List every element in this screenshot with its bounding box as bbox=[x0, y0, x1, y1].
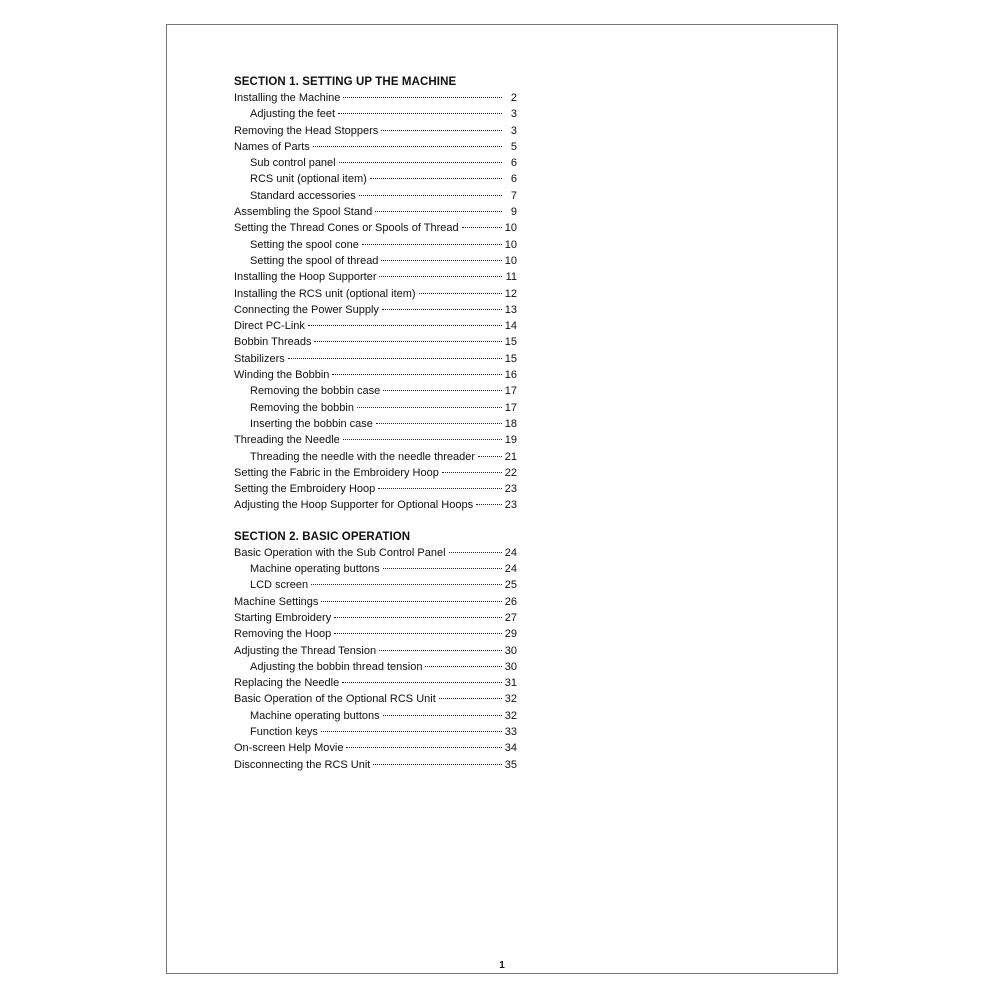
toc-entry-label: Standard accessories bbox=[250, 189, 356, 202]
dot-leader bbox=[314, 341, 501, 342]
toc-subentry[interactable] bbox=[234, 383, 517, 399]
dot-leader bbox=[370, 178, 502, 179]
toc-page-number: 15 bbox=[504, 352, 517, 365]
toc-entry-label: Removing the Head Stoppers bbox=[234, 124, 379, 137]
toc-entry[interactable] bbox=[234, 269, 517, 285]
toc-entry-label: Adjusting the bobbin thread tension bbox=[250, 660, 423, 673]
toc-page-number: 23 bbox=[504, 483, 517, 496]
toc-page-number: 23 bbox=[504, 499, 517, 512]
toc-entry-label: Machine Settings bbox=[234, 595, 319, 608]
toc-entry[interactable] bbox=[234, 757, 517, 773]
toc-page-number: 16 bbox=[504, 369, 517, 382]
toc-page-number: 13 bbox=[504, 303, 517, 316]
toc-page-number: 32 bbox=[504, 709, 517, 722]
toc-entry-label: Direct PC-Link bbox=[234, 320, 305, 333]
toc-entry-label: Inserting the bobbin case bbox=[250, 417, 373, 430]
toc-page-number: 7 bbox=[510, 189, 517, 202]
dot-leader bbox=[321, 601, 501, 602]
dot-leader bbox=[308, 325, 502, 326]
toc-page-number: 10 bbox=[504, 222, 517, 235]
dot-leader bbox=[462, 227, 502, 228]
dot-leader bbox=[288, 358, 502, 359]
toc-page-number: 22 bbox=[504, 466, 517, 479]
toc-entry-label: LCD screen bbox=[250, 579, 309, 592]
toc-entry-label: Function keys bbox=[250, 725, 318, 738]
toc-page-number: 9 bbox=[510, 206, 517, 219]
toc-entry[interactable] bbox=[234, 432, 517, 448]
toc-entry[interactable] bbox=[234, 545, 517, 561]
toc-entry[interactable] bbox=[234, 643, 517, 659]
toc-entry[interactable] bbox=[234, 675, 517, 691]
toc-entry[interactable] bbox=[234, 286, 517, 302]
toc-entry-label: Machine operating buttons bbox=[250, 563, 380, 576]
toc-page-number: 27 bbox=[504, 611, 517, 624]
toc-subentry[interactable] bbox=[234, 659, 517, 675]
toc-entry-label: Removing the bobbin bbox=[250, 401, 354, 414]
page-number: 1 bbox=[499, 960, 505, 971]
toc-subentry[interactable] bbox=[234, 171, 517, 187]
toc-page-number: 17 bbox=[504, 401, 517, 414]
dot-leader bbox=[357, 407, 502, 408]
toc-entry-label: Adjusting the Hoop Supporter for Optional Hoops bbox=[234, 499, 474, 512]
toc-entry-label: Machine operating buttons bbox=[250, 709, 380, 722]
toc-entry-label: Setting the Embroidery Hoop bbox=[234, 483, 376, 496]
toc-page-number: 18 bbox=[504, 417, 517, 430]
dot-leader bbox=[383, 390, 502, 391]
toc-subentry[interactable] bbox=[234, 237, 517, 253]
toc-entry[interactable] bbox=[234, 626, 517, 642]
toc-page-number: 14 bbox=[504, 320, 517, 333]
toc-entry-label: Sub control panel bbox=[250, 157, 336, 170]
dot-leader bbox=[346, 747, 501, 748]
toc-entry-label: Disconnecting the RCS Unit bbox=[234, 758, 371, 771]
toc-entry-label: Replacing the Needle bbox=[234, 677, 340, 690]
toc-entry-label: Removing the Hoop bbox=[234, 628, 332, 641]
table-of-contents bbox=[234, 74, 517, 773]
toc-entry-label: Basic Operation with the Sub Control Panel bbox=[234, 546, 446, 559]
dot-leader bbox=[342, 682, 502, 683]
toc-page-number: 32 bbox=[504, 693, 517, 706]
toc-page-number: 12 bbox=[504, 287, 517, 300]
toc-page-number: 2 bbox=[510, 92, 517, 104]
toc-page-number: 34 bbox=[504, 742, 517, 755]
dot-leader bbox=[359, 195, 502, 196]
toc-entry-label: Setting the Fabric in the Embroidery Hoop bbox=[234, 466, 439, 479]
dot-leader bbox=[378, 488, 502, 489]
toc-entry-label: Setting the spool cone bbox=[250, 238, 359, 251]
section-title: SECTION 1. SETTING UP THE MACHINE bbox=[234, 76, 457, 88]
toc-entry[interactable] bbox=[234, 481, 517, 497]
toc-entry[interactable] bbox=[234, 204, 517, 220]
dot-leader bbox=[383, 715, 502, 716]
dot-leader bbox=[313, 146, 502, 147]
section-gap bbox=[234, 514, 517, 529]
toc-page-number: 30 bbox=[504, 660, 517, 673]
toc-entry[interactable] bbox=[234, 302, 517, 318]
dot-leader bbox=[339, 162, 502, 163]
dot-leader bbox=[379, 650, 502, 651]
toc-page-number: 5 bbox=[510, 140, 517, 153]
toc-subentry[interactable] bbox=[234, 400, 517, 416]
toc-entry-label: Adjusting the Thread Tension bbox=[234, 644, 377, 657]
dot-leader bbox=[383, 568, 502, 569]
toc-entry[interactable] bbox=[234, 497, 517, 513]
toc-page-number: 21 bbox=[504, 450, 517, 463]
toc-subentry[interactable] bbox=[234, 449, 517, 465]
toc-subentry[interactable] bbox=[234, 155, 517, 171]
toc-subentry[interactable] bbox=[234, 708, 517, 724]
toc-page-number: 19 bbox=[504, 434, 517, 447]
dot-leader bbox=[334, 633, 502, 634]
dot-leader bbox=[338, 113, 502, 114]
toc-page-number: 25 bbox=[504, 579, 517, 592]
toc-entry-label: Installing the Machine bbox=[234, 92, 341, 104]
dot-leader bbox=[321, 731, 502, 732]
dot-leader bbox=[442, 472, 502, 473]
dot-leader bbox=[379, 276, 502, 277]
toc-entry-label: Removing the bobbin case bbox=[250, 385, 381, 398]
dot-leader bbox=[439, 698, 502, 699]
toc-entry-label: On-screen Help Movie bbox=[234, 742, 344, 755]
toc-entry-label: Starting Embroidery bbox=[234, 611, 332, 624]
toc-entry-label: Adjusting the feet bbox=[250, 108, 336, 121]
dot-leader bbox=[362, 244, 502, 245]
toc-entry-label: Stabilizers bbox=[234, 352, 285, 365]
toc-page-number: 15 bbox=[504, 336, 517, 349]
toc-page-number: 24 bbox=[504, 546, 517, 559]
toc-page-number: 30 bbox=[504, 644, 517, 657]
toc-entry[interactable] bbox=[234, 334, 517, 350]
toc-entry-label: Installing the RCS unit (optional item) bbox=[234, 287, 416, 300]
toc-page-number: 6 bbox=[510, 157, 517, 170]
toc-entry-label: Assembling the Spool Stand bbox=[234, 206, 373, 219]
toc-subentry[interactable] bbox=[234, 106, 517, 122]
toc-entry-label: Connecting the Power Supply bbox=[234, 303, 379, 316]
toc-page-number: 3 bbox=[510, 108, 517, 121]
dot-leader bbox=[311, 584, 502, 585]
toc-page-number: 29 bbox=[504, 628, 517, 641]
toc-entry[interactable] bbox=[234, 465, 517, 481]
toc-entry[interactable] bbox=[234, 691, 517, 707]
toc-entry-label: Basic Operation of the Optional RCS Unit bbox=[234, 693, 436, 706]
dot-leader bbox=[478, 456, 502, 457]
toc-entry[interactable] bbox=[234, 220, 517, 236]
dot-leader bbox=[381, 130, 502, 131]
toc-entry-label: Bobbin Threads bbox=[234, 336, 312, 349]
toc-entry[interactable] bbox=[234, 123, 517, 139]
toc-page-number: 35 bbox=[504, 758, 517, 771]
dot-leader bbox=[375, 211, 502, 212]
toc-entry[interactable] bbox=[234, 367, 517, 383]
toc-entry[interactable] bbox=[234, 740, 517, 756]
toc-entry-label: Setting the spool of thread bbox=[250, 254, 379, 267]
dot-leader bbox=[449, 552, 502, 553]
toc-page-number: 10 bbox=[504, 238, 517, 251]
toc-page-number: 24 bbox=[504, 563, 517, 576]
toc-entry-label: Setting the Thread Cones or Spools of Thread bbox=[234, 222, 459, 235]
toc-entry[interactable] bbox=[234, 351, 517, 367]
toc-entry-label: RCS unit (optional item) bbox=[250, 173, 367, 186]
toc-page-number: 33 bbox=[504, 725, 517, 738]
toc-subentry[interactable] bbox=[234, 724, 517, 740]
toc-subentry[interactable] bbox=[234, 188, 517, 204]
toc-entry[interactable] bbox=[234, 594, 517, 610]
toc-page-number: 11 bbox=[505, 271, 517, 284]
toc-entry-label: Installing the Hoop Supporter bbox=[234, 271, 377, 284]
toc-page-number: 26 bbox=[504, 595, 517, 608]
dot-leader bbox=[376, 423, 502, 424]
dot-leader bbox=[334, 617, 502, 618]
dot-leader bbox=[373, 764, 501, 765]
section-title: SECTION 2. BASIC OPERATION bbox=[234, 530, 411, 543]
toc-page-number: 17 bbox=[504, 385, 517, 398]
toc-entry-label: Winding the Bobbin bbox=[234, 369, 330, 382]
toc-subentry[interactable] bbox=[234, 253, 517, 269]
toc-entry-label: Threading the Needle bbox=[234, 434, 340, 447]
dot-leader bbox=[343, 439, 502, 440]
toc-entry[interactable] bbox=[234, 610, 517, 626]
dot-leader bbox=[425, 666, 501, 667]
toc-subentry[interactable] bbox=[234, 416, 517, 432]
toc-entry[interactable] bbox=[234, 90, 517, 106]
toc-entry-label: Names of Parts bbox=[234, 140, 310, 153]
dot-leader bbox=[381, 260, 501, 261]
dot-leader bbox=[332, 374, 501, 375]
toc-page-number: 3 bbox=[510, 124, 517, 137]
toc-entry[interactable] bbox=[234, 318, 517, 334]
toc-entry-label: Threading the needle with the needle threader bbox=[250, 450, 476, 463]
toc-page-number: 31 bbox=[504, 677, 517, 690]
toc-page-number: 10 bbox=[504, 254, 517, 267]
toc-page-number: 6 bbox=[510, 173, 517, 186]
toc-subentry[interactable] bbox=[234, 577, 517, 593]
toc-entry[interactable] bbox=[234, 139, 517, 155]
document-page bbox=[166, 24, 838, 974]
toc-subentry[interactable] bbox=[234, 561, 517, 577]
dot-leader bbox=[476, 504, 502, 505]
dot-leader bbox=[382, 309, 502, 310]
dot-leader bbox=[419, 293, 502, 294]
dot-leader bbox=[343, 97, 502, 98]
